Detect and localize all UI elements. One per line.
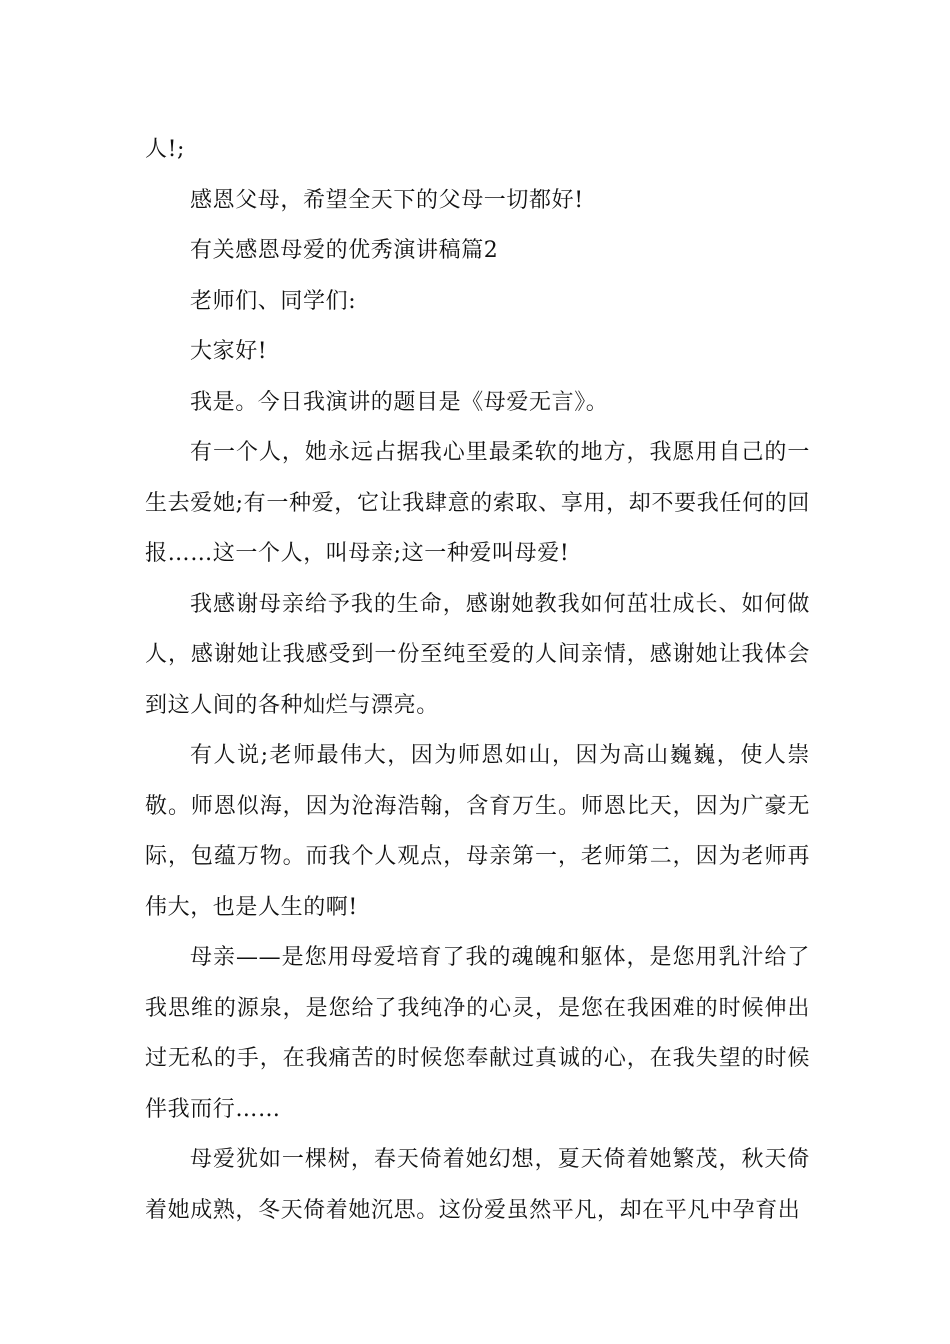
paragraph: 我是。今日我演讲的题目是《母爱无言》。 — [190, 389, 609, 415]
greeting: 大家好! — [190, 339, 268, 364]
paragraph: 有人说;老师最伟大，因为师恩如山，因为高山巍巍，使人崇敬。师恩似海，因为沧海浩翰，含育万生。师恩比天，因为广豪无际，包蕴万物。而我个人观点，母亲第一，老师第二，因为老师再伟大，也是人生的啊! — [145, 743, 810, 920]
section-heading: 有关感恩母爱的优秀演讲稿篇2 — [190, 238, 499, 263]
paragraph: 母爱犹如一棵树，春天倚着她幻想，夏天倚着她繁茂，秋天倚着她成熟，冬天倚着她沉思。这份爱虽然平凡，却在平凡中孕育出 — [145, 1147, 810, 1223]
paragraph: 有一个人，她永远占据我心里最柔软的地方，我愿用自己的一生去爱她;有一种爱，它让我肆意的索取、享用，却不要我任何的回报……这一个人，叫母亲;这一种爱叫母爱! — [145, 440, 810, 566]
paragraph: 感恩父母，希望全天下的父母一切都好! — [190, 187, 584, 213]
paragraph: 人!; — [145, 137, 186, 162]
paragraph: 我感谢母亲给予我的生命，感谢她教我如何茁壮成长、如何做人，感谢她让我感受到一份至纯至爱的人间亲情，感谢她让我体会到这人间的各种灿烂与漂亮。 — [145, 591, 810, 718]
document-body — [145, 125, 810, 1236]
paragraph: 母亲——是您用母爱培育了我的魂魄和躯体，是您用乳汁给了我思维的源泉，是您给了我纯净的心灵，是您在我困难的时候伸出过无私的手，在我痛苦的时候您奉献过真诚的心，在我失望的时候伴我而行…… — [145, 945, 810, 1122]
salutation: 老师们、同学们: — [190, 288, 357, 314]
